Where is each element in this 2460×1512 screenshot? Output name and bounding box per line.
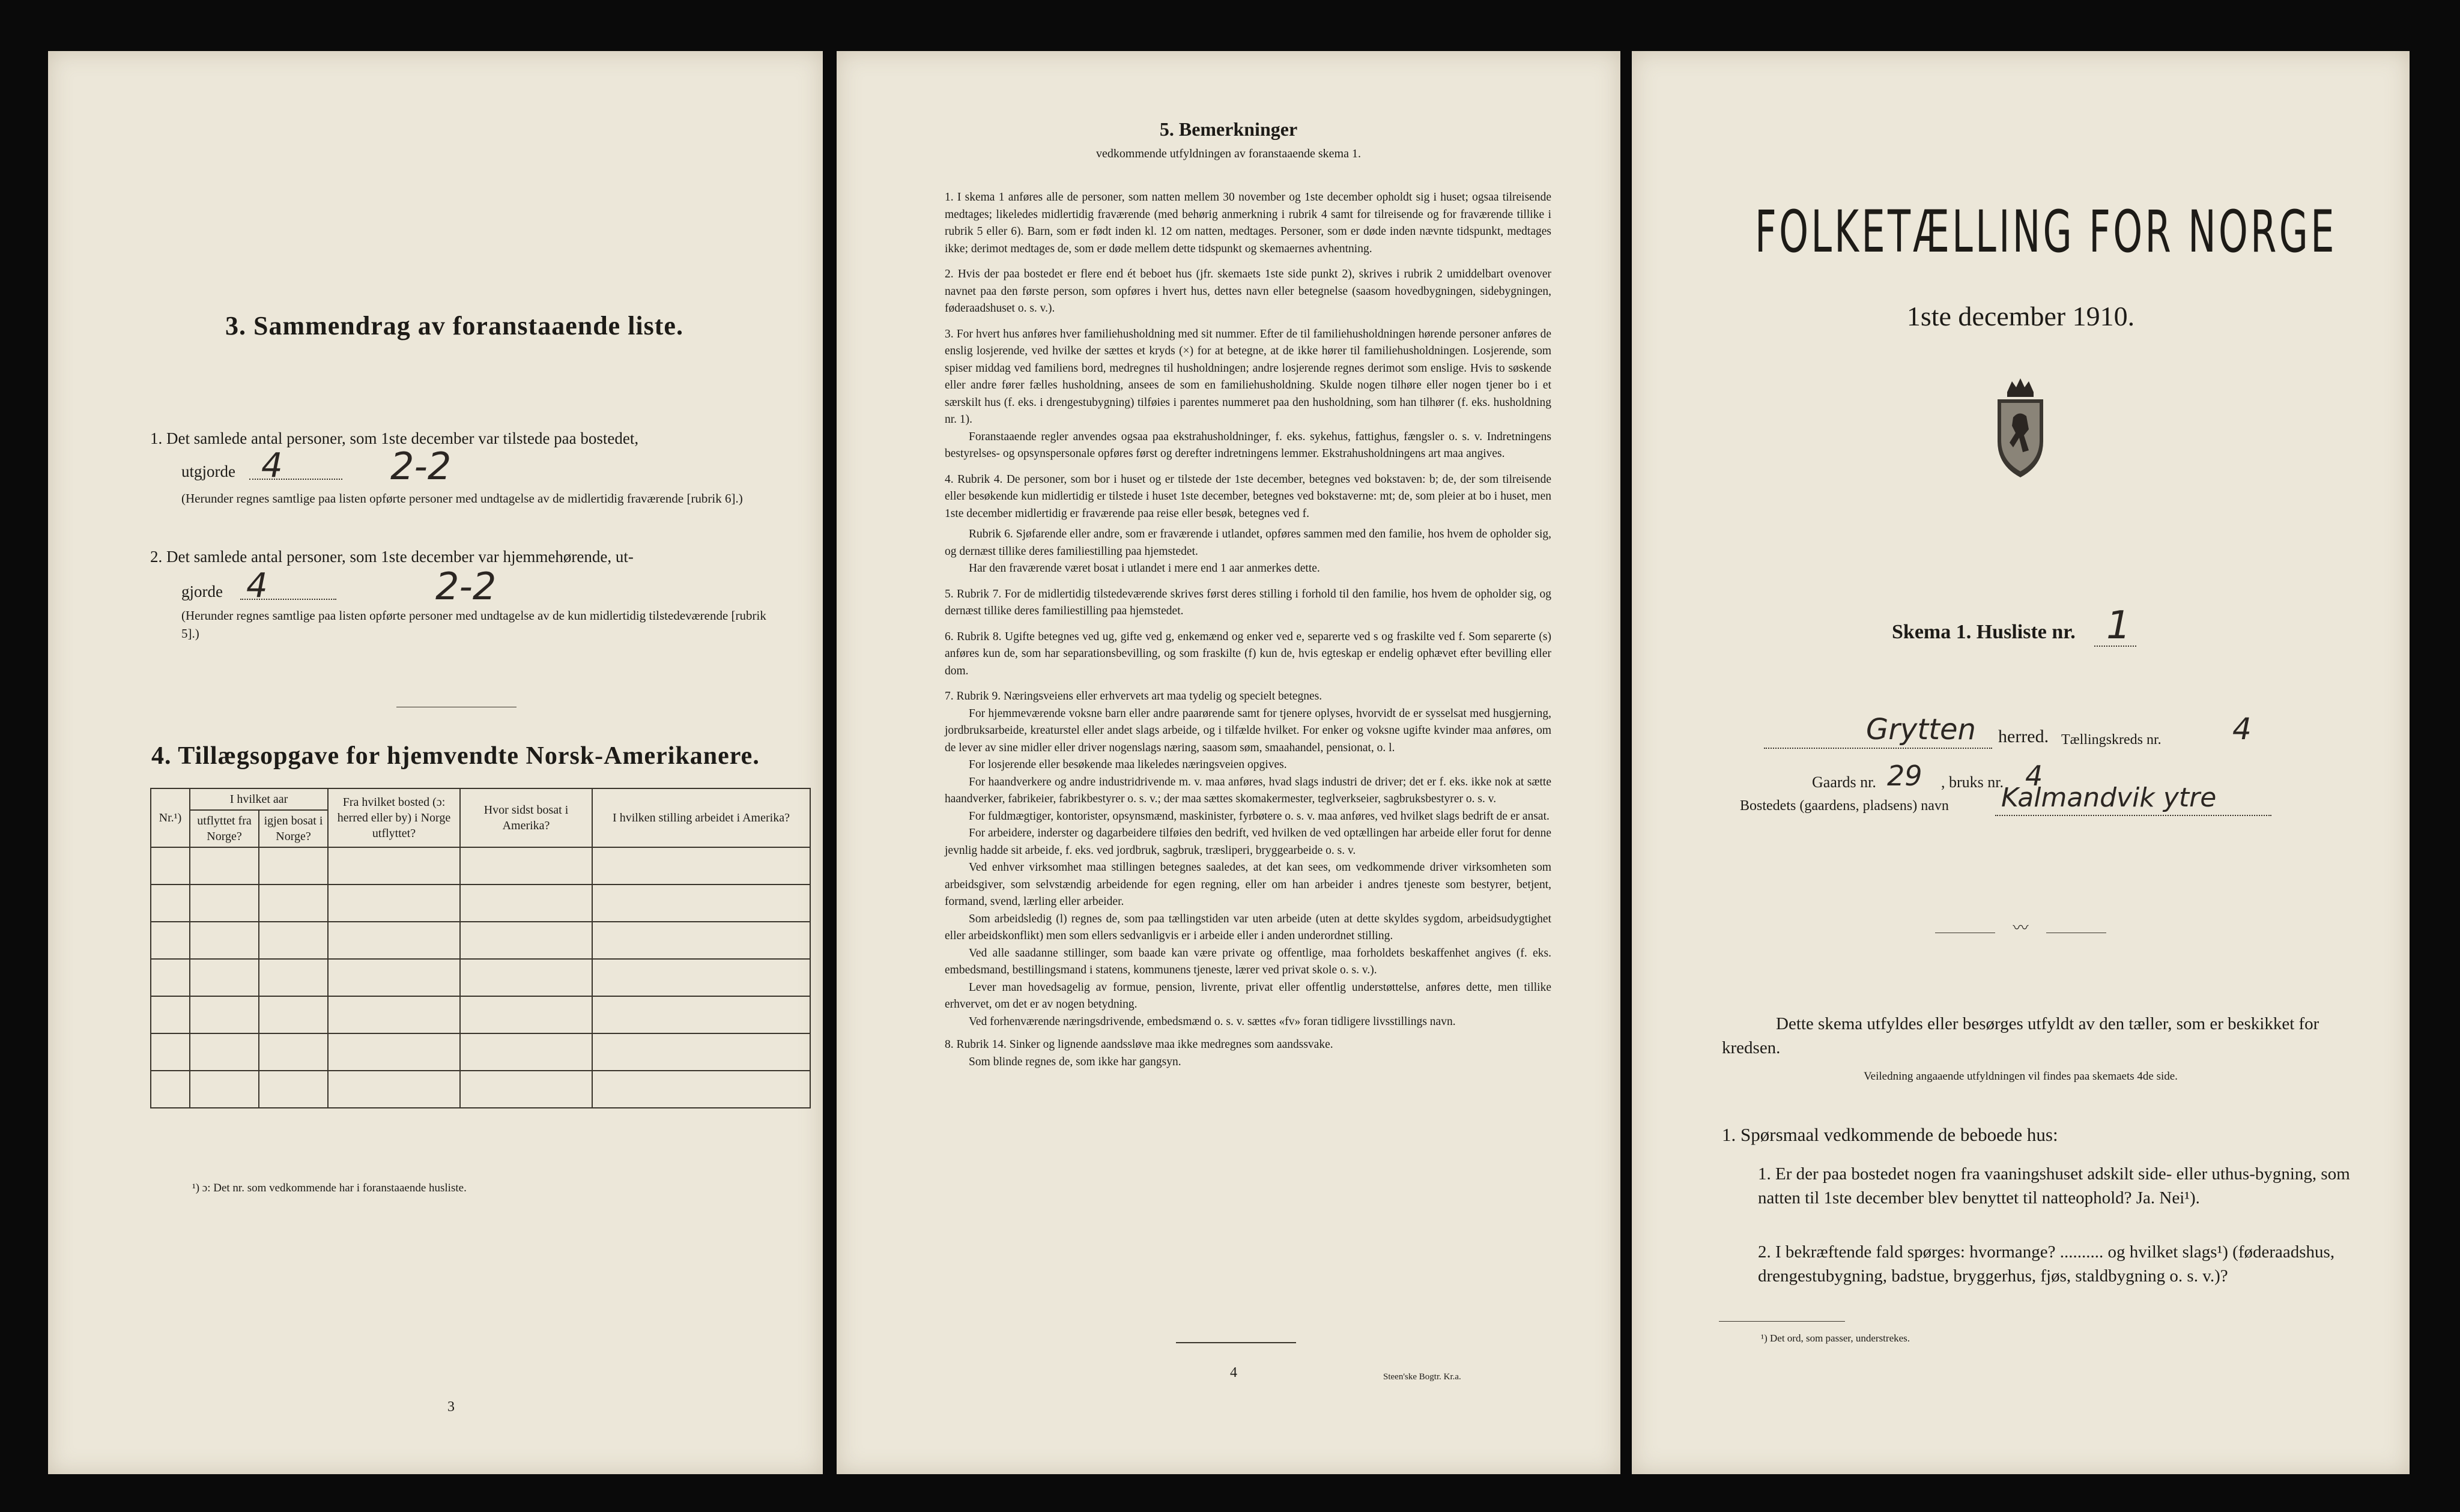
remark-7d: For haandverkere og andre industridrivende m. v. maa anføres, hvad slags industri de driver; det er f. eks. ikke nok at sætte haandverker, fabrikeier, fabrikbestyrer o. s. v.; der maa sættes skomakermester, teglverkseier, sagbruksbestyrer o. s. v. <box>945 775 1551 805</box>
table-row <box>151 1033 810 1071</box>
col-hvor: Hvor sidst bosat i Amerika? <box>460 788 592 847</box>
herred-hand: Grytten <box>1866 713 1976 746</box>
remark-4c: Har den fraværende været bosat i utlandet i mere end 1 aar anmerkes dette. <box>969 562 1320 575</box>
gaards-label: Gaards nr. <box>1812 773 1876 791</box>
bruks-hand: 4 <box>2025 760 2043 792</box>
item-2-hand-split: 2-2 <box>435 564 497 608</box>
remark-7h: Som arbeidsledig (l) regnes de, som paa tællingstiden var uten arbeide (uten at dette skyldes sygdom, arbeidsudygtighet eller arbeidskonflikt) men som ellers sedvanligvis er i arbeide eller i anden underordnet stilling. <box>945 912 1551 942</box>
item-1-text: 1. Det samlede antal personer, som 1ste december var tilstede paa bostedet, <box>150 429 639 447</box>
divider <box>1719 1321 1845 1322</box>
remark-7: 7. Rubrik 9. Næringsveiens eller erhvervets art maa tydelig og specielt betegnes. <box>945 690 1322 703</box>
norsk-amerikanere-table <box>150 788 811 1108</box>
gaards-hand: 29 <box>1887 760 1922 792</box>
col-group-aar: I hvilket aar <box>190 788 328 810</box>
remark-8: 8. Rubrik 14. Sinker og lignende aandssløve maa ikke medregnes som aandssvake. <box>945 1038 1333 1051</box>
kreds-hand: 4 <box>2232 712 2252 746</box>
col-fra: Fra hvilket bosted (ɔ: herred eller by) i Norge utflyttet? <box>328 788 460 847</box>
remark-6: 6. Rubrik 8. Ugifte betegnes ved ug, gifte ved g, enkemænd og enker ved e, separerte ved s og fraskilte ved f. Som separerte (s) anføres kun de, som har separationsbevilling, og som fraskilte (f) kun de, hvis egteskap er endelig ophævet efter bevilling eller dom. <box>945 630 1551 677</box>
remark-7k: Ved forhenværende næringsdrivende, embedsmænd o. s. v. sættes «fv» foran tidligere livsstillings navn. <box>969 1015 1456 1028</box>
instruction-text: Dette skema utfyldes eller besørges utfyldt av den tæller, som er beskikket for kredsen. <box>1722 1014 2319 1057</box>
page-middle <box>837 51 1620 1474</box>
item-1-hand-split: 2-2 <box>390 444 452 488</box>
herred-label: herred. <box>1998 727 2049 746</box>
bosted-hand: Kalmandvik ytre <box>2001 782 2217 813</box>
kreds-label: Tællingskreds nr. <box>2061 732 2162 748</box>
table-row <box>151 1071 810 1108</box>
remark-5: 5. Rubrik 7. For de midlertidig tilstedeværende skrives først deres stilling i forhold til den familie, hos hvem de opholder sig, og dernæst tillike deres familiestilling paa hjemstedet. <box>945 587 1551 617</box>
table-row <box>151 996 810 1033</box>
section-4-title: 4. Tillægsopgave for hjemvendte Norsk-Amerikanere. <box>151 742 760 770</box>
footnote: ¹) Det ord, som passer, understrekes. <box>1761 1332 1910 1344</box>
census-date: 1ste december 1910. <box>1906 301 2135 331</box>
question-2: 2. I bekræftende fald spørges: hvormange? .......... og hvilket slags¹) (føderaadshus, drengestubygning, badstue, bryggerhus, fjøs, staldbygning o. s. v.)? <box>1758 1242 2335 1286</box>
remarks-title: 5. Bemerkninger <box>1159 118 1298 140</box>
col-nr: Nr.¹) <box>151 788 190 847</box>
remark-3b: Foranstaaende regler anvendes ogsaa paa ekstrahusholdninger, f. eks. sykehus, fattighus, fængsler o. s. v. Indretningens bestyrelses- og opsynspersonale opføres først og derefter indretningens lemmer. Ekstrahusholdningens art maa angives. <box>945 430 1551 460</box>
item-2-note: (Herunder regnes samtlige paa listen opførte personer med undtagelse av de kun midlertidig tilstedeværende [rubrik 5].) <box>181 608 766 641</box>
remark-7b: For hjemmeværende voksne barn eller andre paarørende samt for tjenere oplyses, hvorvidt de er sysselsat med husgjerning, jordbruksarbeide, kreaturstel eller andet slags arbeide, og i tilfælde hvilket. For enker og voksne ugifte kvinder maa anføres, om de lever av sine midler eller driver nogenslags næring, saasom søm, smaahandel, pensionat, o. l. <box>945 707 1551 754</box>
table-row <box>151 922 810 959</box>
page-number: 3 <box>447 1399 455 1415</box>
norway-coat-of-arms-icon <box>1989 375 2052 480</box>
remark-2: 2. Hvis der paa bostedet er flere end ét beboet hus (jfr. skemaets 1ste side punkt 2), skrives i rubrik 2 umiddelbart ovenover navnet paa den første person, som opføres i hvert hus, dettes navn eller betegnelse (saasom hovedbygningen, sidebygningen, føderaadshuset o. s. v.). <box>945 268 1551 315</box>
husliste-nr: 1 <box>2106 603 2131 648</box>
fill-line <box>1995 815 2271 816</box>
question-title: 1. Spørsmaal vedkommende de beboede hus: <box>1722 1124 2058 1145</box>
fill-line <box>2094 646 2136 647</box>
question-1: 1. Er der paa bostedet nogen fra vaaningshuset adskilt side- eller uthus-bygning, som natten til 1ste december blev benyttet til natteophold? Ja. Nei¹). <box>1758 1164 2350 1208</box>
remark-7c: For losjerende eller besøkende maa likeledes næringsveien opgives. <box>969 758 1287 771</box>
page-left <box>48 51 823 1474</box>
printer-imprint: Steen'ske Bogtr. Kr.a. <box>1383 1372 1461 1382</box>
remark-7j: Lever man hovedsagelig av formue, pension, livrente, privat eller offentlig understøttelse, anføres dette, men tillike erhvervet, om det er av nogen betydning. <box>945 981 1551 1011</box>
bosted-label: Bostedets (gaardens, pladsens) navn <box>1740 798 1949 814</box>
remarks-body <box>945 189 1551 1071</box>
remark-4: 4. Rubrik 4. De personer, som bor i huset og er tilstede der 1ste december, betegnes ved bokstaven: b; de, der som tilreisende eller besøkende kun midlertidig er tilstede i huset 1ste december, betegnes ved bokstaverne: mt; de, som pleier at bo i huset, men 1ste december midlertidig er fraværende paa reise eller besøk, betegnes ved f. <box>945 473 1551 520</box>
item-1-hand-count: 4 <box>261 446 283 485</box>
remark-8b: Som blinde regnes de, som ikke har gangsyn. <box>969 1055 1181 1068</box>
fill-line <box>240 599 336 600</box>
remark-3: 3. For hvert hus anføres hver familiehusholdning med sit nummer. Efter de til familiehusholdningen hørende personer anføres de enslig losjerende, ved hvilke der sættes et kryds (×) for at betegne, at de ikke hører til familiehusholdningen. Losjerende, som spiser middag ved familiens bord, medregnes til husholdningen; andre losjerende regnes derimot som enslige. Hvis to søskende eller andre fører fælles husholdning, ansees de som en familiehusholdning. Skulde nogen tilhøre eller nogen tjener bo i et særskilt hus (f. eks. i drengestubygning) tilføies i parentes nummeret paa den husholdning, som han tilhører (f. eks. husholdning nr. 1). <box>945 327 1551 426</box>
remark-7f: For arbeidere, inderster og dagarbeidere tilføies den bedrift, ved hvilken de ved optællingen har arbeide eller forut for denne jevnlig hadde sit arbeide, f. eks. ved jordbruk, sagbruk, træsliperi, bryggearbeide o. s. v. <box>945 827 1551 857</box>
table-row <box>151 959 810 996</box>
item-1-note: (Herunder regnes samtlige paa listen opførte personer med undtagelse av de midlertidig fraværende [rubrik 6].) <box>181 491 743 506</box>
table-footnote: ¹) ɔ: Det nr. som vedkommende har i foranstaaende husliste. <box>192 1182 467 1194</box>
remark-7g: Ved enhver virksomhet maa stillingen betegnes saaledes, at det kan sees, om vedkommende driver virksomheten som arbeidsgiver, som selvstændig arbeidende for egen regning, eller om han arbeider i andres tjeneste som bestyrer, betjent, formand, svend, lærling eller arbeider. <box>945 861 1551 908</box>
remark-1: 1. I skema 1 anføres alle de personer, som natten mellem 30 november og 1ste december opholdt sig i huset; ogsaa tilreisende medtages; likeledes midlertidig fraværende (med behørig anmerkning i rubrik 4 samt for tilreisende og for fraværende tillike i rubrik 5 eller 6). Barn, som er født inden kl. 12 om natten, medtages. Personer, som er døde inden nævnte tidspunkt, medtages ikke; derimot medtages de, som er døde mellem dette tidspunkt og skemaernes avhentning. <box>945 191 1551 255</box>
page-number: 4 <box>1230 1365 1237 1380</box>
skema-label: Skema 1. Husliste nr. <box>1892 621 2076 643</box>
col-utflyttet: utflyttet fra Norge? <box>190 810 259 847</box>
section-3-title: 3. Sammendrag av foranstaaende liste. <box>225 311 683 340</box>
bruks-label: , bruks nr. <box>1941 773 2004 791</box>
remarks-subtitle: vedkommende utfyldningen av foranstaaende skema 1. <box>1096 147 1361 160</box>
table-row <box>151 847 810 885</box>
item-1-utgjorde: utgjorde <box>181 462 235 480</box>
item-2-utgjorde: gjorde <box>181 582 223 600</box>
ornament: 〰 <box>2013 919 2029 937</box>
fill-line <box>1764 748 1992 749</box>
col-igjen: igjen bosat i Norge? <box>259 810 328 847</box>
divider <box>1176 1342 1296 1343</box>
col-stilling: I hvilken stilling arbeidet i Amerika? <box>592 788 810 847</box>
remark-7e: For fuldmægtiger, kontorister, opsynsmænd, maskinister, fyrbøtere o. s. v. maa anføres, ved hvilket slags bedrift de er ansat. <box>969 809 1550 823</box>
item-2-hand-count: 4 <box>246 566 268 605</box>
page-right <box>1632 51 2410 1474</box>
remark-4b: Rubrik 6. Sjøfarende eller andre, som er fraværende i utlandet, opføres sammen med den familie, hos hvem de opholder sig, og dernæst tillike deres familiestilling paa hjemstedet. <box>945 528 1551 558</box>
item-2-text: 2. Det samlede antal personer, som 1ste december var hjemmehørende, ut- <box>150 548 634 566</box>
table-row <box>151 885 810 922</box>
remark-7i: Ved alle saadanne stillinger, som baade kan være private og offentlige, maa forholdets beskaffenhet angives (f. eks. embedsmand, bestillingsmand i statens, kommunens tjeneste, lærer ved privat skole o. s. v.). <box>945 946 1551 976</box>
census-title: FOLKETÆLLING FOR NORGE <box>1755 198 2337 265</box>
veiledning-text: Veiledning angaaende utfyldningen vil findes paa skemaets 4de side. <box>1864 1070 2178 1083</box>
fill-line <box>249 479 342 480</box>
